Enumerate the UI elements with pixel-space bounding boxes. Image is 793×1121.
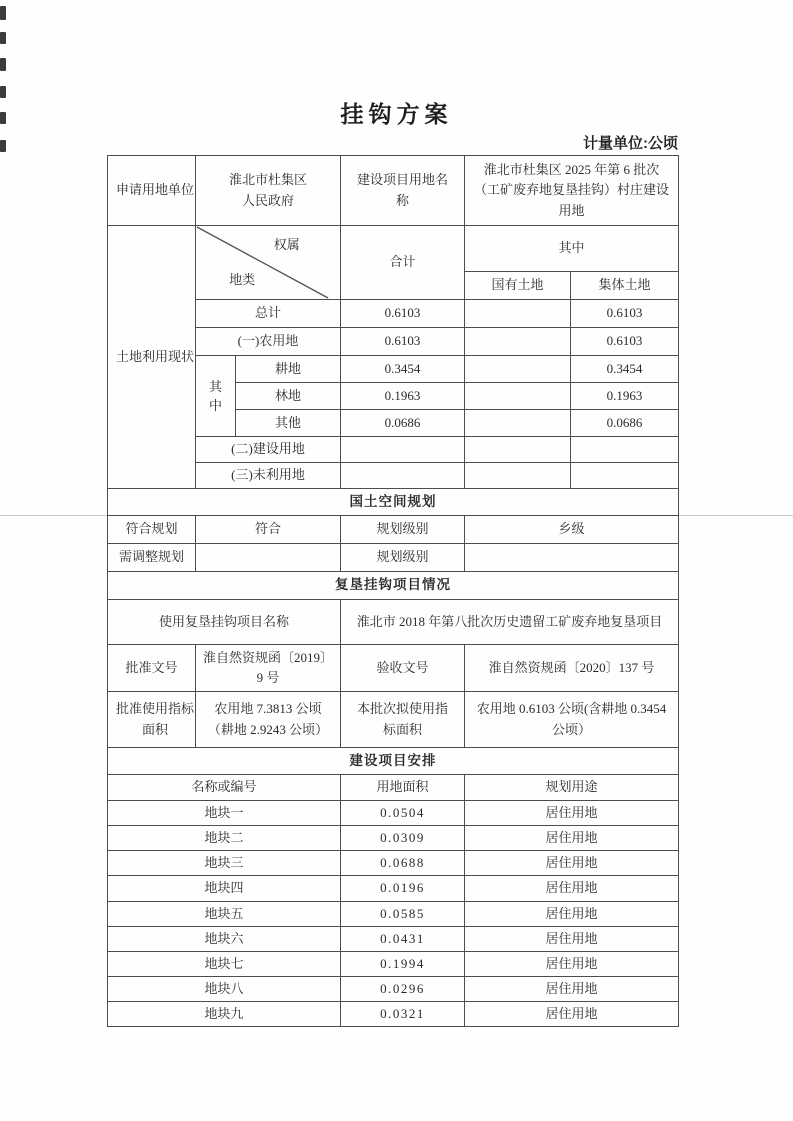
approved-area-value: 农用地 7.3813 公顷（耕地 2.9243 公顷）: [196, 692, 341, 748]
total-value: [341, 437, 465, 463]
col-header-among: 其中: [465, 226, 679, 272]
total-value: [341, 463, 465, 489]
col-header-plot-name: 名称或编号: [108, 775, 341, 801]
plot-area: 0.0321: [341, 1002, 465, 1027]
acceptance-doc-value: 淮自然资规函〔2020〕137 号: [465, 645, 679, 692]
linkage-plan-table: [107, 155, 679, 1027]
state-value: [465, 328, 571, 356]
plot-name: 地块二: [108, 826, 341, 851]
collective-value: 0.3454: [571, 356, 679, 383]
table-row: [108, 544, 679, 572]
group-label-among: 其中: [196, 356, 236, 437]
plot-name: 地块六: [108, 926, 341, 951]
diagonal-label-landtype: 地类: [229, 271, 256, 287]
reclamation-project-label: 使用复垦挂钩项目名称: [108, 600, 341, 645]
table-row: [108, 692, 679, 748]
adjust-label: 需调整规划: [108, 544, 196, 572]
col-header-plot-area: 用地面积: [341, 775, 465, 801]
plot-name: 地块三: [108, 851, 341, 876]
state-value: [465, 356, 571, 383]
plot-area: 0.0309: [341, 826, 465, 851]
state-value: [465, 300, 571, 328]
col-header-plot-use: 规划用途: [465, 775, 679, 801]
plan-level-value2: [465, 544, 679, 572]
row-label: 林地: [236, 383, 341, 410]
table-row: [108, 516, 679, 544]
batch-area-value: 农用地 0.6103 公顷(含耕地 0.3454 公顷）: [465, 692, 679, 748]
total-value: 0.1963: [341, 383, 465, 410]
plot-row: [108, 801, 679, 826]
plot-use: 居住用地: [465, 1002, 679, 1027]
section-header-construction: 建设项目安排: [108, 748, 679, 775]
collective-value: 0.1963: [571, 383, 679, 410]
scan-artifact: [0, 32, 6, 44]
collective-value: [571, 463, 679, 489]
total-value: 0.3454: [341, 356, 465, 383]
table-row: [108, 489, 679, 516]
adjust-value: [196, 544, 341, 572]
plot-row: [108, 901, 679, 926]
diagonal-label-ownership: 权属: [273, 237, 300, 252]
land-use-section-label: 土地利用现状: [108, 226, 196, 489]
plot-row: [108, 976, 679, 1001]
applicant-label: 申请用地单位: [108, 156, 196, 226]
row-label: (一)农用地: [196, 328, 341, 356]
plot-area: 0.0296: [341, 976, 465, 1001]
plot-row: [108, 851, 679, 876]
plot-name: 地块九: [108, 1002, 341, 1027]
page-title: 挂钩方案: [340, 101, 453, 127]
unit-note: 计量单位:公顷: [583, 135, 678, 152]
project-name-label: 建设项目用地名称: [341, 156, 465, 226]
col-header-collective-land: 集体土地: [571, 272, 679, 300]
plot-use: 居住用地: [465, 901, 679, 926]
plan-level-label2: 规划级别: [341, 544, 465, 572]
row-label: 其他: [236, 410, 341, 437]
plot-use: 居住用地: [465, 926, 679, 951]
state-value: [465, 463, 571, 489]
table-row: [108, 645, 679, 692]
state-value: [465, 437, 571, 463]
total-value: 0.0686: [341, 410, 465, 437]
total-value: 0.6103: [341, 328, 465, 356]
total-value: 0.6103: [341, 300, 465, 328]
plot-row: [108, 826, 679, 851]
approved-area-label: 批准使用指标面积: [108, 692, 196, 748]
plot-name: 地块八: [108, 976, 341, 1001]
table-row: [108, 226, 679, 272]
plan-level-label: 规划级别: [341, 516, 465, 544]
plot-area: 0.0431: [341, 926, 465, 951]
table-row: [108, 572, 679, 600]
plot-row: [108, 1002, 679, 1027]
acceptance-doc-label: 验收文号: [341, 645, 465, 692]
plot-name: 地块七: [108, 951, 341, 976]
plot-use: 居住用地: [465, 976, 679, 1001]
plan-level-value: 乡级: [465, 516, 679, 544]
plot-use: 居住用地: [465, 951, 679, 976]
plot-area: 0.0585: [341, 901, 465, 926]
plot-area: 0.0688: [341, 851, 465, 876]
col-header-state-land: 国有土地: [465, 272, 571, 300]
collective-value: 0.6103: [571, 300, 679, 328]
row-label: (三)未利用地: [196, 463, 341, 489]
table-row: [108, 600, 679, 645]
collective-value: 0.0686: [571, 410, 679, 437]
plot-area: 0.0504: [341, 801, 465, 826]
reclamation-project-value: 淮北市 2018 年第八批次历史遗留工矿废弃地复垦项目: [341, 600, 679, 645]
row-label: (二)建设用地: [196, 437, 341, 463]
plot-use: 居住用地: [465, 826, 679, 851]
diagonal-line: [196, 226, 340, 299]
plot-name: 地块五: [108, 901, 341, 926]
table-row: [108, 156, 679, 226]
diagonal-header-cell: [196, 226, 341, 300]
conform-label: 符合规划: [108, 516, 196, 544]
section-header-spatial-planning: 国土空间规划: [108, 489, 679, 516]
scan-artifact: [0, 6, 6, 20]
section-header-reclamation: 复垦挂钩项目情况: [108, 572, 679, 600]
plot-area: 0.1994: [341, 951, 465, 976]
collective-value: [571, 437, 679, 463]
plot-row: [108, 926, 679, 951]
state-value: [465, 383, 571, 410]
state-value: [465, 410, 571, 437]
plot-row: [108, 876, 679, 901]
collective-value: 0.6103: [571, 328, 679, 356]
plot-name: 地块一: [108, 801, 341, 826]
row-label: 耕地: [236, 356, 341, 383]
applicant-value: 淮北市杜集区人民政府: [196, 156, 341, 226]
plot-use: 居住用地: [465, 801, 679, 826]
row-label: 总计: [196, 300, 341, 328]
plot-use: 居住用地: [465, 851, 679, 876]
col-header-total: 合计: [341, 226, 465, 300]
plot-name: 地块四: [108, 876, 341, 901]
scan-artifact: [0, 58, 6, 71]
plot-area: 0.0196: [341, 876, 465, 901]
conform-value: 符合: [196, 516, 341, 544]
table-row: [108, 775, 679, 801]
table-row: [108, 748, 679, 775]
plot-row: [108, 951, 679, 976]
batch-area-label: 本批次拟使用指标面积: [341, 692, 465, 748]
approval-doc-label: 批准文号: [108, 645, 196, 692]
project-name-value: 淮北市杜集区 2025 年第 6 批次（工矿废弃地复垦挂钩）村庄建设用地: [465, 156, 679, 226]
approval-doc-value: 淮自然资规函〔2019〕9 号: [196, 645, 341, 692]
plot-use: 居住用地: [465, 876, 679, 901]
